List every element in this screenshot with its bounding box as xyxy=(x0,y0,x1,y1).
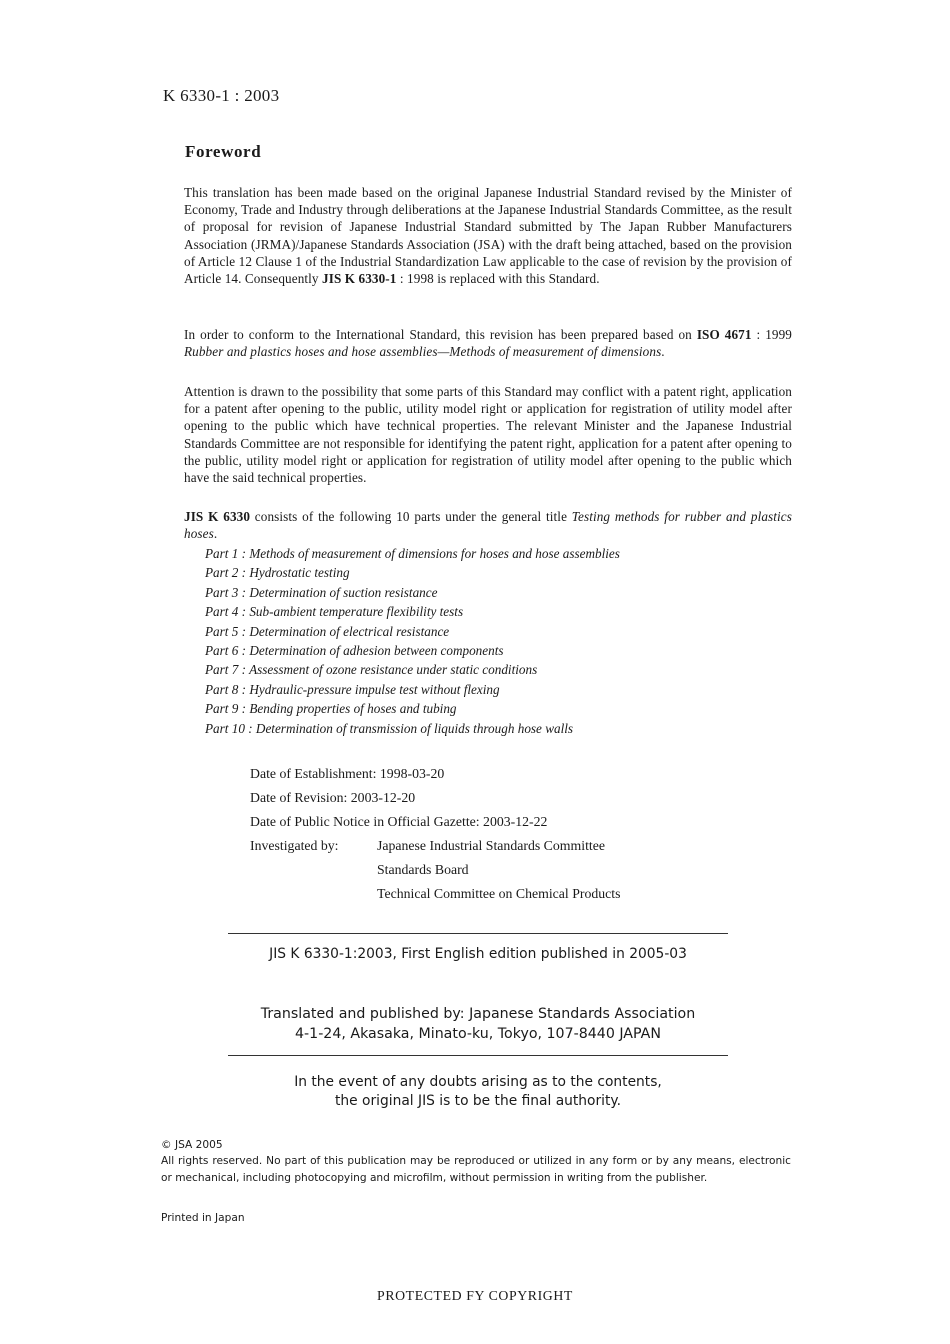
list-item: Part 3 : Determination of suction resistance xyxy=(205,584,438,600)
paragraph-text: . xyxy=(213,526,218,542)
date-of-revision: Date of Revision: 2003-12-20 xyxy=(250,790,416,805)
list-item: Part 7 : Assessment of ozone resistance under static conditions xyxy=(205,662,538,678)
publisher-address: 4-1-24, Akasaka, Minato-ku, Tokyo, 107-8440 JAPAN xyxy=(295,1025,661,1042)
authority-line: In the event of any doubts arising as to the contents, xyxy=(294,1074,662,1090)
paragraph-text: : 1998 is replaced with this Standard. xyxy=(396,271,600,287)
foreword-paragraph-2 xyxy=(184,326,792,360)
list-item: Part 6 : Determination of adhesion between components xyxy=(205,643,504,659)
standard-reference: JIS K 6330 xyxy=(184,509,251,524)
list-item: Part 8 : Hydraulic-pressure impulse test without flexing xyxy=(205,681,500,697)
general-title: Testing methods for rubber and plastics hoses xyxy=(184,509,792,542)
standard-number: K 6330-1 : 2003 xyxy=(163,86,280,105)
copyright-notice: © JSA 2005 xyxy=(161,1139,223,1151)
divider xyxy=(228,1055,728,1056)
list-item: Part 10 : Determination of transmission of liquids through hose walls xyxy=(205,720,574,736)
authority-notice xyxy=(228,1073,728,1111)
paragraph-text: consists of the following 10 parts under the general title xyxy=(250,509,572,524)
date-of-public-notice: Date of Public Notice in Official Gazette: 2003-12-22 xyxy=(250,814,548,829)
list-item: Part 2 : Hydrostatic testing xyxy=(205,565,350,581)
copyright-block xyxy=(161,1137,791,1186)
foreword-paragraph-4 xyxy=(184,508,792,542)
standard-reference: JIS K 6330-1 xyxy=(322,271,397,287)
date-of-establishment: Date of Establishment: 1998-03-20 xyxy=(250,766,445,781)
publisher-block xyxy=(228,1005,728,1044)
rights-statement: All rights reserved. No part of this publication may be reproduced or utilized in any form or by any means, electronic or mechanical, including photocopying and microfilm, without permission in writing from the publisher. xyxy=(161,1155,791,1184)
paragraph-text: : 1999 xyxy=(751,327,792,342)
page-title: Foreword xyxy=(185,142,262,161)
divider xyxy=(228,933,728,934)
foreword-paragraph-1 xyxy=(184,184,792,287)
list-item: Part 1 : Methods of measurement of dimensions for hoses and hose assemblies xyxy=(205,546,620,561)
iso-reference: ISO 4671 xyxy=(696,327,752,342)
list-item: Part 4 : Sub-ambient temperature flexibility tests xyxy=(205,604,464,620)
list-item: Part 5 : Determination of electrical resistance xyxy=(205,623,450,639)
investigated-by-value: Japanese Industrial Standards Committee xyxy=(377,838,605,853)
investigated-by-label: Investigated by: xyxy=(250,838,339,853)
parts-list xyxy=(205,544,620,738)
paragraph-text: . xyxy=(661,344,665,360)
foreword-paragraph-3: Attention is drawn to the possibility that some parts of this Standard may conflict with a patent right, application for a patent after opening to the public, utility model right or application for registration of utility model after opening to the public which have technical properties. The relevant Minister and the Japanese Industrial Standards Committee are not responsible for identifying the patent right, application for a patent after opening to the public, utility model right or application for registration of utility model after opening to the public which have the said technical properties. xyxy=(184,384,792,486)
edition-line: JIS K 6330-1:2003, First English edition published in 2005-03 xyxy=(269,946,687,962)
authority-line: the original JIS is to be the final authority. xyxy=(335,1093,621,1109)
printed-in: Printed in Japan xyxy=(161,1212,245,1224)
paragraph-text: In order to conform to the International Standard, this revision has been prepared based on xyxy=(184,327,697,342)
investigated-by-row xyxy=(250,834,621,858)
dates-block xyxy=(250,762,621,906)
investigated-by-value: Technical Committee on Chemical Products xyxy=(377,886,621,901)
publisher-line: Translated and published by: Japanese Standards Association xyxy=(260,1006,696,1022)
iso-title: Rubber and plastics hoses and hose assemblies—Methods of measurement of dimensions xyxy=(184,344,662,360)
investigated-by-value: Standards Board xyxy=(377,862,469,877)
list-item: Part 9 : Bending properties of hoses and tubing xyxy=(205,701,457,717)
paragraph-text: This translation has been made based on the original Japanese Industrial Standard revised by the Minister of Economy, Trade and Industry through deliberations at the Japanese Industrial Standards Committee, as the result of proposal for revision of Japanese Industrial Standard submitted by The Japan Rubber Manufacturers Association (JRMA)/Japanese Standards Association (JSA) with the draft being attached, based on the provision of Article 12 Clause 1 of the Industrial Standardization Law applicable to the case of revision by the provision of Article 14. Consequently xyxy=(184,185,792,287)
copyright-footer: PROTECTED FY COPYRIGHT xyxy=(377,1288,573,1303)
